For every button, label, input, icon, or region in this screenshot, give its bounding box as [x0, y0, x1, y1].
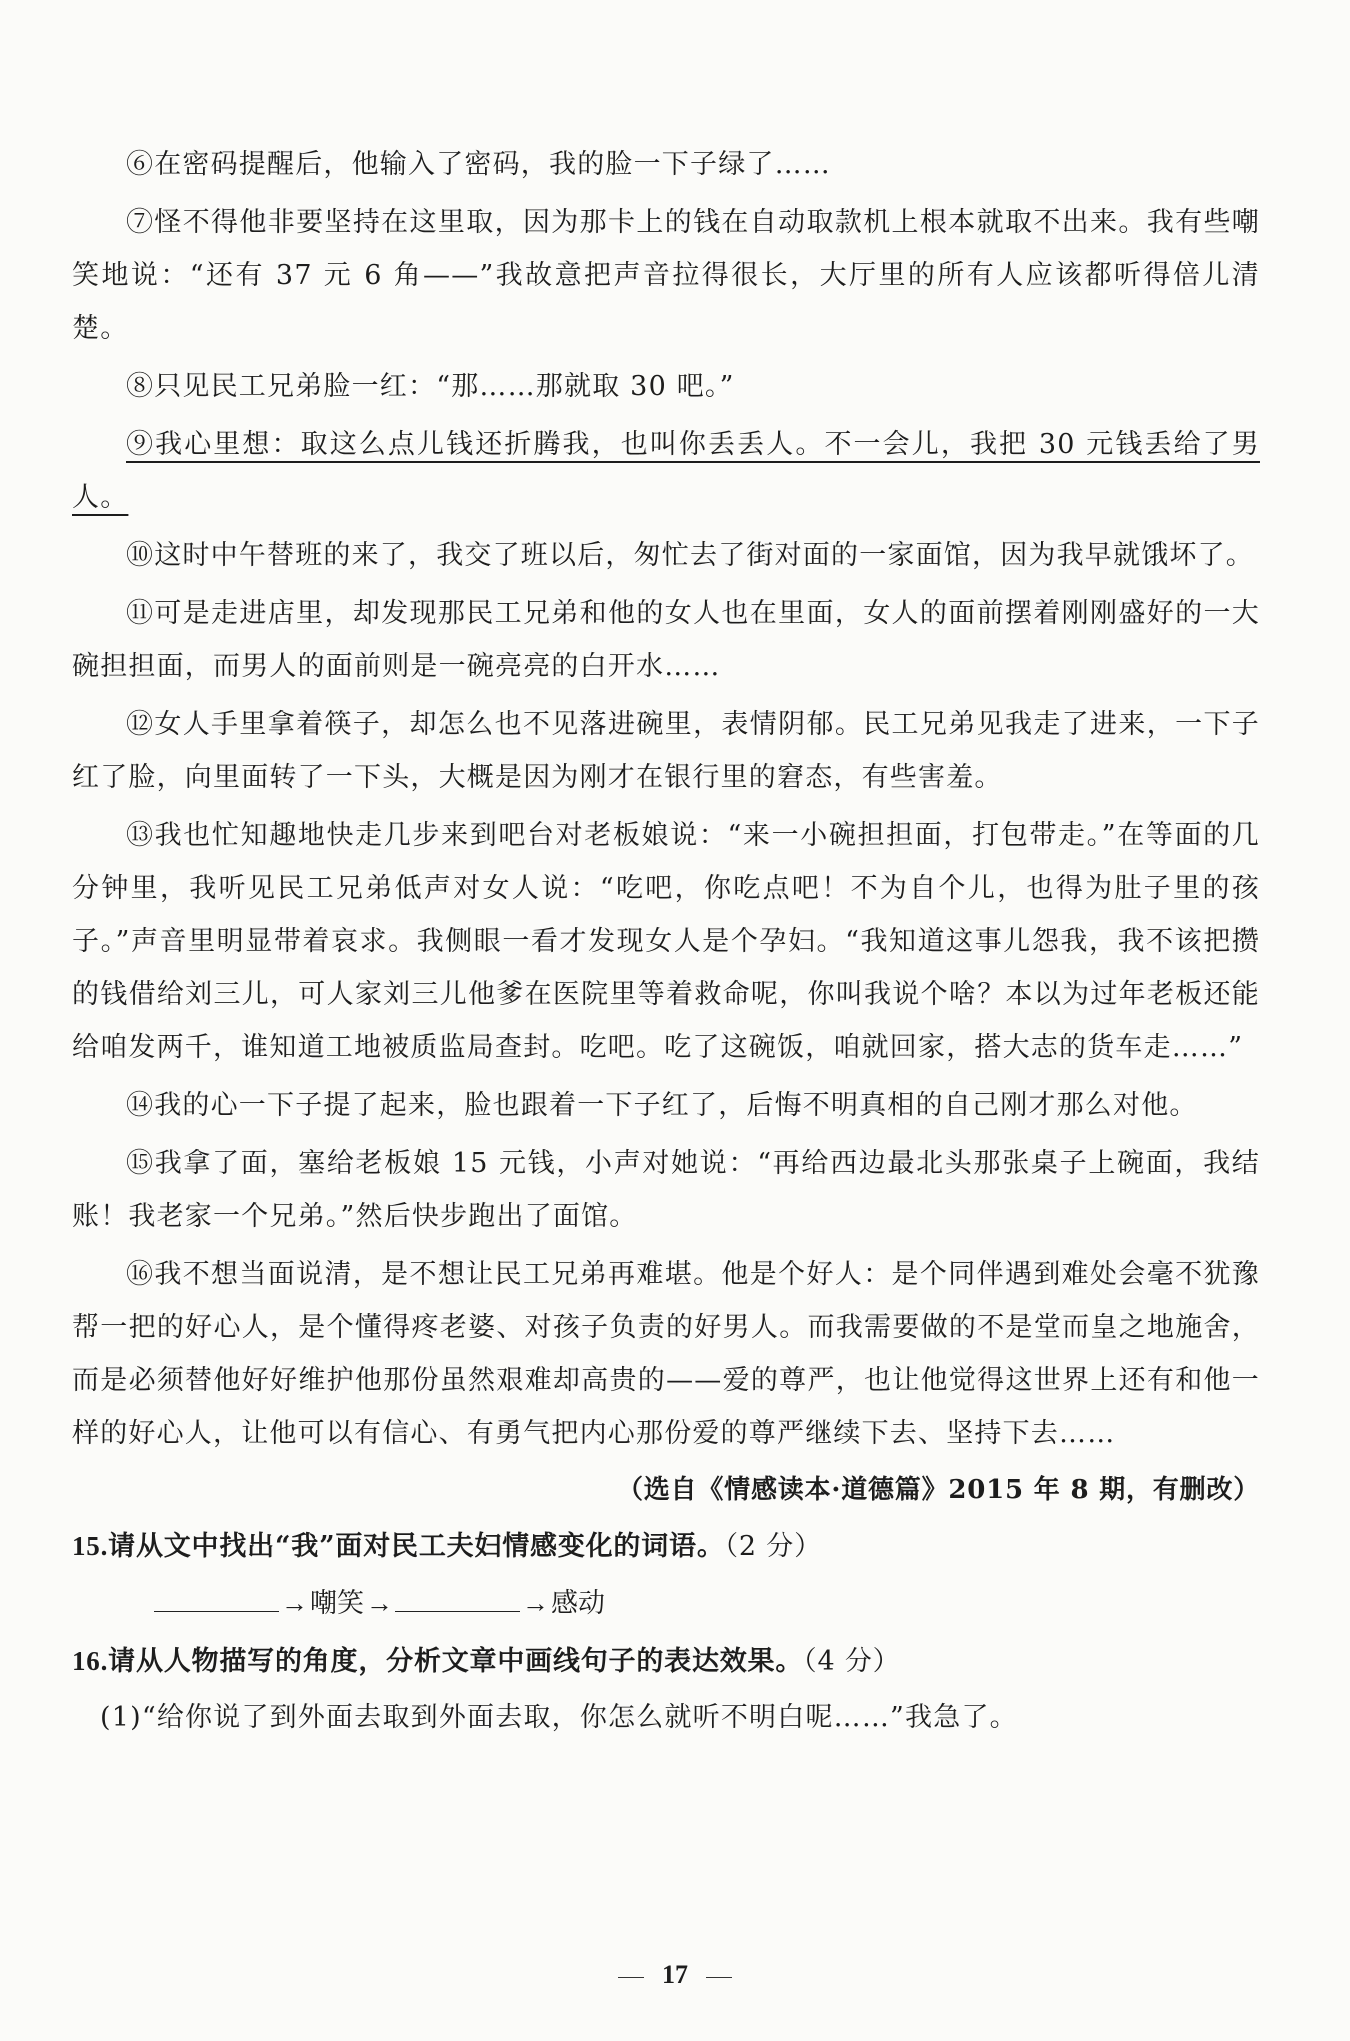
answer-blank-1[interactable]: [154, 1587, 279, 1612]
paragraph-9: [72, 418, 1260, 524]
paragraph-6: ⑥在密码提醒后，他输入了密码，我的脸一下子绿了……: [126, 149, 831, 180]
emotion-chain: [154, 1572, 1260, 1634]
sub-question-1: (1)“给你说了到外面去取到外面去取，你怎么就听不明白呢……”我急了。: [100, 1702, 1018, 1733]
paragraph-8: ⑧只见民工兄弟脸一红：“那……那就取 30 吧。”: [126, 371, 735, 402]
paragraph-15: ⑮我拿了面，塞给老板娘 15 元钱，小声对她说：“再给西边最北头那张桌子上碗面，我结账！我老家一个兄弟。”然后快步跑出了面馆。: [72, 1148, 1260, 1232]
chain-word-1: 嘲笑: [310, 1588, 364, 1618]
question-text: 请从文中找出“我”面对民工夫妇情感变化的词语。: [108, 1531, 725, 1562]
paragraph-10: ⑩这时中午替班的来了，我交了班以后，匆忙去了街对面的一家面馆，因为我早就饿坏了。: [126, 540, 1254, 571]
question-16: [72, 1636, 1260, 1687]
question-number: 15.: [72, 1531, 109, 1561]
answer-blank-2[interactable]: [395, 1587, 520, 1612]
paragraph-13: ⑬我也忙知趣地快走几步来到吧台对老板娘说：“来一小碗担担面，打包带走。”在等面的几分钟里，我听见民工兄弟低声对女人说：“吃吧，你吃点吧！不为自个儿，也得为肚子里的孩子。”声音里明显带着哀求。我侧眼一看才发现女人是个孕妇。“我知道这事儿怨我，我不该把攒的钱借给刘三儿，可人家刘三儿他爹在医院里等着救命呢，你叫我说个啥？本以为过年老板还能给咱发两千，谁知道工地被质监局查封。吃吧。吃了这碗饭，咱就回家，搭大志的货车走……”: [72, 820, 1260, 1063]
question-15: [72, 1521, 1260, 1572]
article-body: [72, 138, 1260, 1743]
question-points: （4 分）: [803, 1646, 901, 1677]
arrow-icon: →: [522, 1588, 549, 1618]
source-citation: （选自《情感读本·道德篇》2015 年 8 期，有删改）: [616, 1475, 1260, 1505]
paragraph-16: ⑯我不想当面说清，是不想让民工兄弟再难堪。他是个好人：是个同伴遇到难处会毫不犹豫帮一把的好心人，是个懂得疼老婆、对孩子负责的好男人。而我需要做的不是堂而皇之地施舍，而是必须替他好好维护他那份虽然艰难却高贵的——爱的尊严，也让他觉得这世界上还有和他一样的好心人，让他可以有信心、有勇气把内心那份爱的尊严继续下去、坚持下去……: [72, 1259, 1260, 1449]
page-number-text: 17: [662, 1960, 688, 1989]
dash-left: [618, 1977, 644, 1978]
question-text: 请从人物描写的角度，分析文章中画线句子的表达效果。: [108, 1646, 804, 1677]
question-number: 16.: [72, 1646, 109, 1676]
paragraph-12: ⑫女人手里拿着筷子，却怎么也不见落进碗里，表情阴郁。民工兄弟见我走了进来，一下子红了脸，向里面转了一下头，大概是因为刚才在银行里的窘态，有些害羞。: [72, 709, 1260, 793]
paragraph-14: ⑭我的心一下子提了起来，脸也跟着一下子红了，后悔不明真相的自己刚才那么对他。: [126, 1090, 1198, 1121]
underlined-sentence: ⑨我心里想：取这么点儿钱还折腾我，也叫你丢丢人。不一会儿，我把 30 元钱丢给了男人。: [72, 429, 1260, 513]
chain-word-2: 感动: [551, 1588, 605, 1618]
paragraph-7: ⑦怪不得他非要坚持在这里取，因为那卡上的钱在自动取款机上根本就取不出来。我有些嘲笑地说：“还有 37 元 6 角——”我故意把声音拉得很长，大厅里的所有人应该都听得倍儿清楚。: [72, 207, 1260, 344]
question-points: （2 分）: [724, 1531, 822, 1562]
page-number: [0, 1960, 1350, 1990]
paragraph-11: ⑪可是走进店里，却发现那民工兄弟和他的女人也在里面，女人的面前摆着刚刚盛好的一大碗担担面，而男人的面前则是一碗亮亮的白开水……: [72, 598, 1260, 682]
arrow-icon: →: [281, 1588, 308, 1618]
dash-right: [706, 1977, 732, 1978]
arrow-icon: →: [366, 1588, 393, 1618]
